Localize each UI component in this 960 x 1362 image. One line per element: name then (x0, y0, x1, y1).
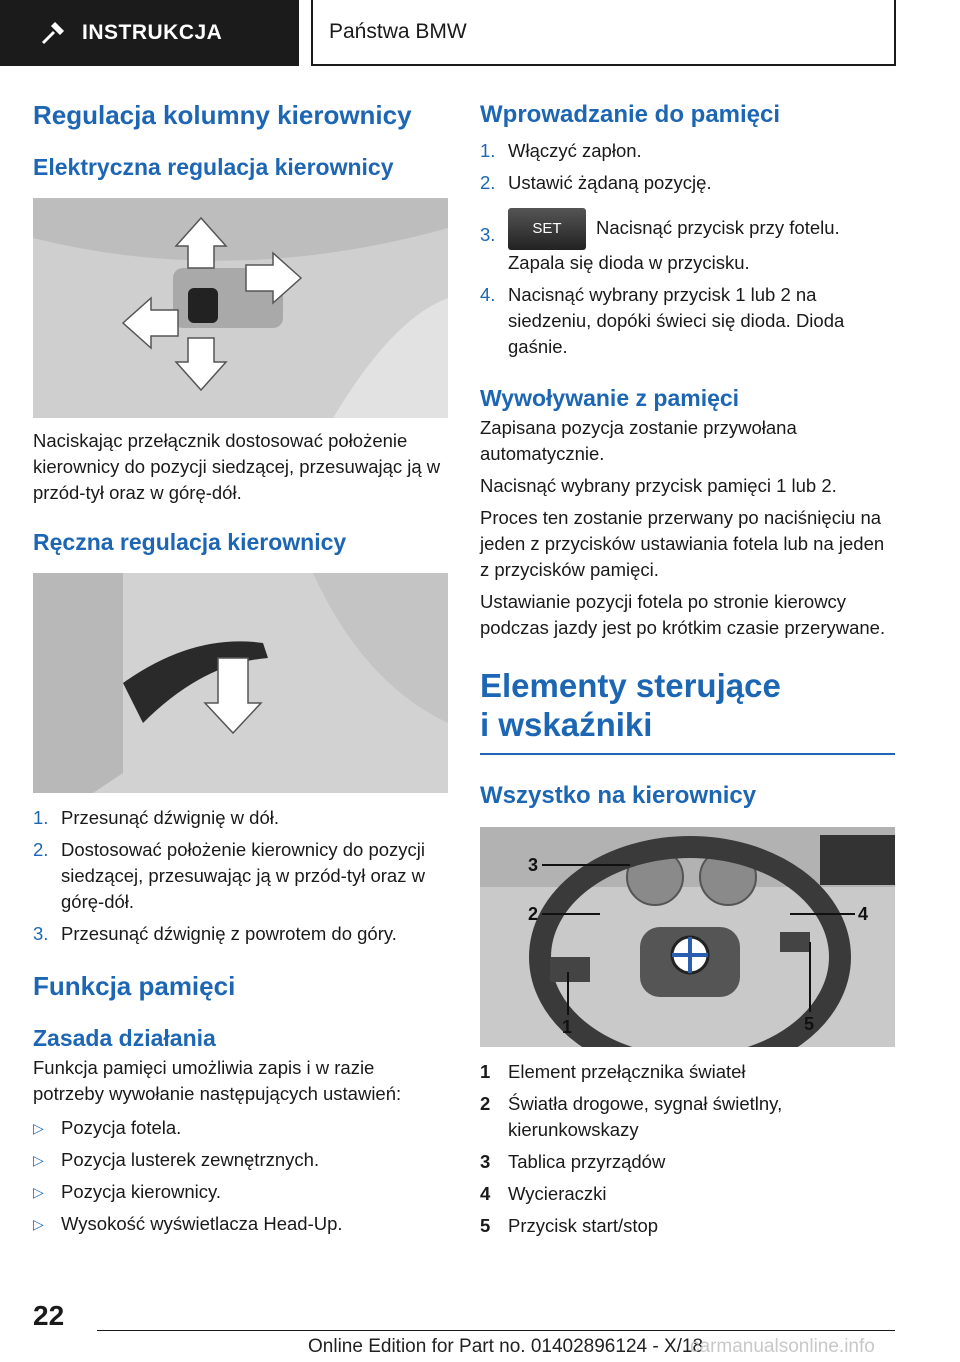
left-column (33, 100, 448, 1243)
heading-wywolywanie: Wywoływanie z pamięci (480, 385, 740, 411)
heading-rule (480, 753, 895, 755)
list-item: 4. Nacisnąć wybrany przycisk 1 lub 2 na siedzeniu, dopóki świeci się dioda. Dioda gaśnie. (480, 284, 845, 357)
header-bar (0, 0, 960, 66)
triangle-bullet-icon: ▷ (33, 1183, 44, 1200)
recall-text-1: Zapisana pozycja zostanie przywołana automatycznie. (480, 416, 797, 464)
list-item: ▷ Pozycja fotela. (33, 1115, 448, 1141)
heading-elementy: Elementy sterujące i wskaźniki (480, 666, 781, 743)
callout-5: 5 (804, 1013, 815, 1034)
list-item: ▷ Wysokość wyświetlacza Head-Up. (33, 1211, 448, 1237)
list-item: 2 Światła drogowe, sygnał świetlny, kierunkowskazy (480, 1092, 783, 1140)
instruction-tab[interactable] (0, 0, 299, 66)
recall-text-3: Proces ten zostanie przerwany po naciśnięciu na jeden z przycisków ustawiania fotela lub na jeden z przycisków pamięci. (480, 506, 885, 580)
instruction-tab-label: INSTRUKCJA (82, 21, 223, 44)
heading-reczna: Ręczna regulacja kierownicy (33, 528, 347, 555)
callout-4: 4 (858, 903, 869, 924)
memory-store-steps (480, 138, 895, 360)
callout-2: 2 (528, 903, 539, 924)
manual-adjust-illustration (33, 573, 448, 793)
triangle-bullet-icon: ▷ (33, 1215, 44, 1232)
list-item: 4 Wycieraczki (480, 1182, 607, 1204)
steering-wheel-illustration (480, 827, 895, 1047)
right-column (480, 100, 895, 1239)
list-item: 1 Element przełącznika świateł (480, 1060, 746, 1082)
triangle-bullet-icon: ▷ (33, 1151, 44, 1168)
heading-regulacja: Regulacja kolumny kierownicy (33, 100, 412, 130)
heading-pamieci: Funkcja pamięci (33, 970, 236, 1001)
zasada-text: Funkcja pamięci umożliwia zapis i w razie potrzeby wywołanie następujących ustawień: (33, 1056, 402, 1104)
edition-text: Online Edition for Part no. 01402896124 - X/18 (308, 1336, 704, 1357)
steering-legend (480, 1059, 895, 1239)
list-item: 2. Dostosować położenie kierownicy do pozycji siedzącej, przesuwając ją w przód-tył oraz w górę-dół. (33, 838, 426, 912)
heading-wprowadzanie: Wprowadzanie do pamięci (480, 101, 781, 128)
list-item: 2. Ustawić żądaną pozycję. (480, 172, 712, 193)
memory-settings-list (33, 1115, 448, 1237)
set-button-icon: SET (508, 208, 586, 250)
list-item: 1. Przesunąć dźwignię w dół. (33, 806, 279, 828)
list-item: ▷ Pozycja kierownicy. (33, 1179, 448, 1205)
recall-text-4: Ustawianie pozycji fotela po stronie kierowcy podczas jazdy jest po krótkim czasie przerywane. (480, 590, 886, 638)
list-item: 3 Tablica przyrządów (480, 1150, 666, 1172)
list-item: 3. Przesunąć dźwignię z powrotem do góry. (33, 922, 397, 944)
callout-1: 1 (562, 1016, 573, 1037)
heading-wszystko: Wszystko na kierownicy (480, 781, 757, 809)
manual-adjust-steps (33, 805, 448, 947)
page-number: 22 (33, 1300, 65, 1331)
heading-zasada: Zasada działania (33, 1024, 216, 1051)
footer-rule (97, 1330, 895, 1331)
list-item: 3. SET Nacisnąć przycisk przy fotelu. Zapala się dioda w przycisku. (480, 208, 895, 276)
recall-text-2: Nacisnąć wybrany przycisk pamięci 1 lub 2. (480, 474, 837, 496)
wrench-icon (40, 20, 66, 46)
page-title (311, 0, 896, 66)
watermark: carmanualsonline.info (690, 1336, 875, 1357)
triangle-bullet-icon: ▷ (33, 1119, 44, 1136)
electric-adjust-text: Naciskając przełącznik dostosować położenie kierownicy do pozycji siedzącej, przesuwając ją w przód-tył oraz w górę-dół. (33, 429, 441, 503)
page-title-text: Państwa BMW (329, 20, 467, 43)
list-item: ▷ Pozycja lusterek zewnętrznych. (33, 1147, 448, 1173)
heading-elektryczna: Elektryczna regulacja kierownicy (33, 154, 394, 181)
list-item: 1. Włączyć zapłon. (480, 140, 642, 161)
callout-3: 3 (528, 854, 539, 875)
list-item: 5 Przycisk start/stop (480, 1214, 659, 1236)
electric-adjust-illustration (33, 198, 448, 418)
